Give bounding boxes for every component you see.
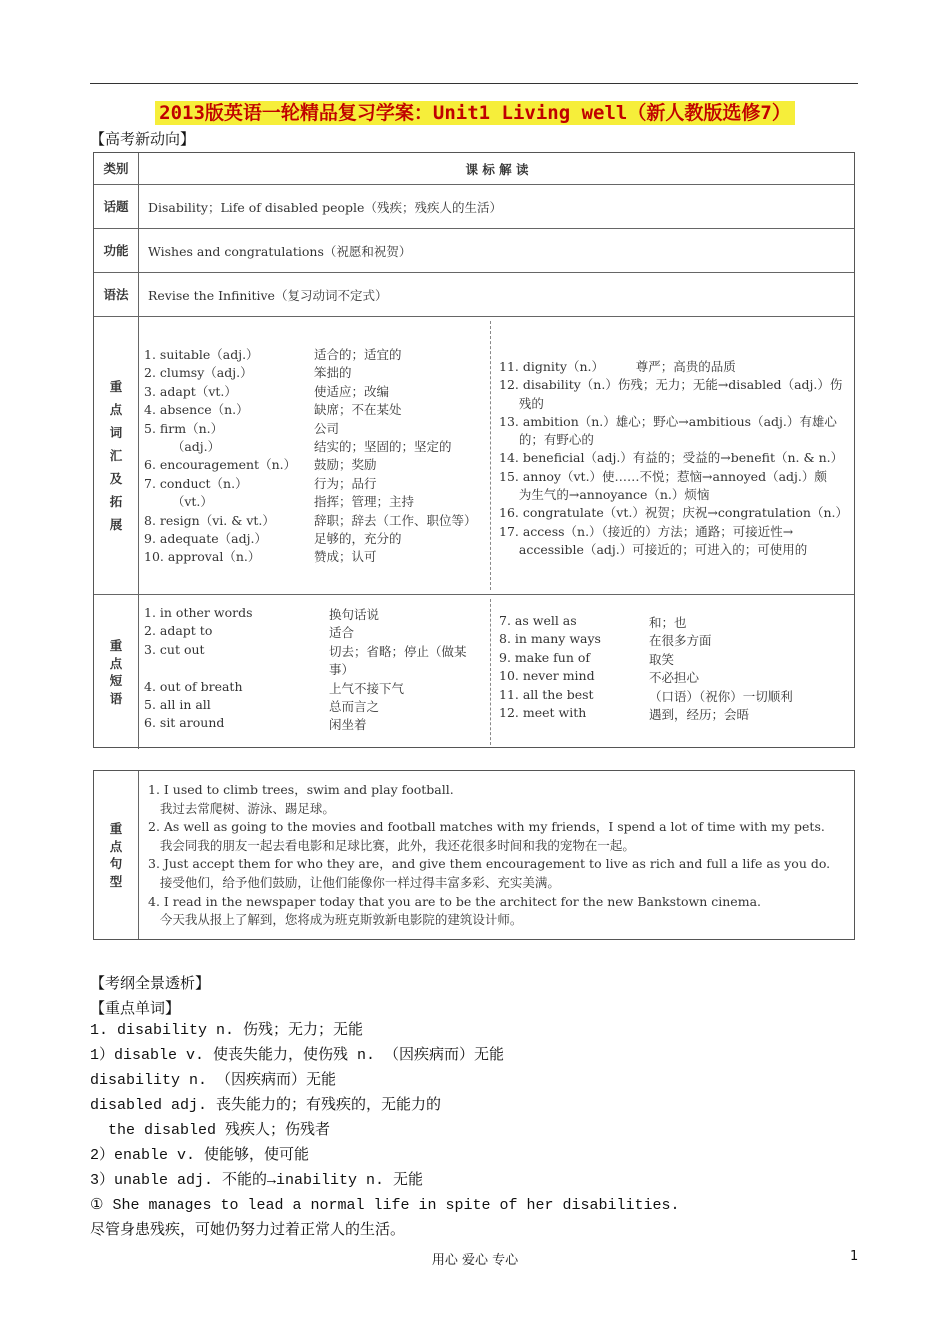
item-english: 2. adapt to <box>144 623 213 639</box>
sentence-list <box>148 781 846 930</box>
column-divider <box>490 321 491 590</box>
list-item: 13. ambition（n.）雄心；野心→ambitious（adj.）有雄心 <box>499 413 837 429</box>
list-item: 残的 <box>499 395 544 411</box>
list-item <box>144 623 484 641</box>
item-english: 10. never mind <box>499 668 595 684</box>
item-chinese: （口语）（祝你）一切顺利 <box>649 688 793 704</box>
body-line: ① She manages to lead a normal life in spite of her disabilities. <box>90 1197 680 1214</box>
sentence-english: 3. Just accept them for who they are，and give them encouragement to live as rich and full a life as you do. <box>148 856 831 872</box>
row-text: Disability；Life of disabled people（残疾；残疾人的生活） <box>148 199 502 215</box>
list-item <box>499 668 851 686</box>
item-chinese: 缺席；不在某处 <box>314 402 402 418</box>
body-line: the disabled 残疾人；伤残者 <box>90 1122 331 1139</box>
list-item: 16. congratulate（vt.）祝贺；庆祝→congratulation（n.） <box>499 505 848 521</box>
item-english: 5. firm（n.） <box>144 420 224 436</box>
list-item <box>144 492 484 510</box>
item-english: 12. meet with <box>499 704 587 720</box>
item-english: 10. approval（n.） <box>144 549 261 565</box>
list-item: 15. annoy（vt.）使……不悦；惹恼→annoyed（adj.）颇 <box>499 468 827 484</box>
row-text: Wishes and congratulations（祝愿和祝贺） <box>148 243 412 259</box>
list-item <box>144 547 484 565</box>
table-row-phrases <box>94 595 854 749</box>
body-line: 尽管身患残疾，可她仍努力过着正常人的生活。 <box>90 1222 406 1239</box>
item-chinese: 赞成；认可 <box>314 549 377 565</box>
page-footer: 用心 爱心 专心 <box>431 1253 519 1268</box>
item-english: 8. in many ways <box>499 631 601 647</box>
table-row-topic <box>94 185 854 229</box>
list-item <box>499 705 851 723</box>
item-english: 3. cut out <box>144 641 205 657</box>
table-row-vocabulary <box>94 317 854 595</box>
column-divider <box>490 599 491 745</box>
row-category: 重 点 句 型 <box>94 771 139 939</box>
item-english: 1. in other words <box>144 605 253 620</box>
item-chinese: 切去；省略；停止（做某 <box>329 643 467 659</box>
list-item <box>144 363 484 381</box>
page-number: 1 <box>850 1249 859 1264</box>
item-chinese: 不必担心 <box>649 670 700 686</box>
sentence-english: 4. I read in the newspaper today that you are to be the architect for the new Bankstown cinema. <box>148 893 761 909</box>
item-chinese: 行为；品行 <box>314 475 377 491</box>
header-category: 类别 <box>94 153 139 184</box>
list-item: 为生气的→annoyance（n.）烦恼 <box>499 487 710 503</box>
vocab-right-list <box>499 357 851 558</box>
item-english: 5. all in all <box>144 696 211 712</box>
list-item <box>144 715 484 733</box>
list-item <box>144 605 484 623</box>
row-category: 语法 <box>94 273 139 316</box>
list-item <box>144 529 484 547</box>
sentence-english: 2. As well as going to the movies and football matches with my friends，I spend a lot of time with my pets. <box>148 819 825 835</box>
item-english: 8. resign（vi. & vt.） <box>144 512 275 528</box>
sentence-chinese: 我过去常爬树、游泳、踢足球。 <box>148 800 335 816</box>
vocab-left-list <box>144 345 484 566</box>
item-chinese: 适合 <box>329 625 355 641</box>
item-english: 7. conduct（n.） <box>144 475 248 491</box>
row-category: 话题 <box>94 185 139 228</box>
item-chinese: 总而言之 <box>329 698 380 714</box>
item-english: 9. make fun of <box>499 649 591 665</box>
item-english: 6. encouragement（n.） <box>144 457 297 473</box>
item-chinese: 辞职；辞去（工作、职位等） <box>314 512 477 528</box>
table-row-function <box>94 229 854 273</box>
section-heading-analysis: 【考纲全景透析】 <box>90 974 211 992</box>
list-item <box>144 437 484 455</box>
row-category: 功能 <box>94 229 139 272</box>
row-category: 重 点 短 语 <box>94 595 139 749</box>
item-chinese: 和；也 <box>649 615 687 630</box>
curriculum-table <box>93 152 855 748</box>
item-english: 3. adapt（vt.） <box>144 383 237 399</box>
list-item <box>144 419 484 437</box>
list-item <box>499 687 851 705</box>
item-english: 6. sit around <box>144 715 225 731</box>
item-chinese: 使适应；改编 <box>314 383 390 399</box>
phrase-right-list <box>499 613 851 723</box>
item-chinese: 事） <box>329 662 355 678</box>
item-chinese: 上气不接下气 <box>329 680 405 696</box>
list-item <box>144 697 484 715</box>
item-chinese: 公司 <box>314 420 340 436</box>
item-chinese: 足够的，充分的 <box>314 530 402 546</box>
sentence-english: 1. I used to climb trees，swim and play football. <box>148 782 454 797</box>
list-item <box>499 613 851 631</box>
item-chinese: 指挥；管理；主持 <box>314 494 415 510</box>
item-english: 1. suitable（adj.） <box>144 347 259 362</box>
item-chinese: 闲坐着 <box>329 717 367 733</box>
top-rule <box>90 83 858 84</box>
item-chinese: 遇到，经历；会晤 <box>649 706 750 722</box>
list-item <box>144 679 484 697</box>
item-chinese: 换句话说 <box>329 607 380 622</box>
list-item <box>144 455 484 473</box>
document-title: 2013版英语一轮精品复习学案：Unit1 Living well（新人教版选修7） <box>0 98 950 125</box>
list-item <box>144 642 484 660</box>
header-interpretation: 课 标 解 读 <box>465 161 529 177</box>
list-item: 11. dignity（n.） 尊严；高贵的品质 <box>499 359 736 374</box>
list-item <box>499 631 851 649</box>
list-item: 的；有野心的 <box>499 432 594 448</box>
item-chinese: 取笑 <box>649 651 675 667</box>
sentence-chinese: 接受他们，给予他们鼓励，让他们能像你一样过得丰富多彩、充实美满。 <box>148 874 560 890</box>
list-item: accessible（adj.）可接近的；可进入的；可使用的 <box>499 541 808 557</box>
list-item <box>144 511 484 529</box>
list-item: 17. access（n.）（接近的）方法；通路；可接近性→ <box>499 523 794 539</box>
sentence-patterns-table <box>93 770 855 940</box>
item-english: 11. all the best <box>499 686 594 702</box>
item-english: （adj.） <box>144 438 221 454</box>
sentence-chinese: 我会同我的朋友一起去看电影和足球比赛，此外，我还花很多时间和我的宠物在一起。 <box>148 837 635 853</box>
list-item: 14. beneficial（adj.）有益的；受益的→benefit（n. & n.） <box>499 450 844 466</box>
row-category: 重 点 词 汇 及 拓 展 <box>94 317 139 594</box>
item-chinese: 笨拙的 <box>314 365 352 381</box>
body-line: disabled adj. 丧失能力的；有残疾的，无能力的 <box>90 1097 442 1114</box>
section-heading-keywords: 【重点单词】 <box>90 999 181 1017</box>
phrase-left-list <box>144 605 484 734</box>
table-row-grammar <box>94 273 854 317</box>
item-english: 7. as well as <box>499 613 577 628</box>
row-text: Revise the Infinitive（复习动词不定式） <box>148 287 388 303</box>
sentence-chinese: 今天我从报上了解到，您将成为班克斯敦新电影院的建筑设计师。 <box>148 912 523 928</box>
item-chinese: 鼓励；奖励 <box>314 457 377 473</box>
item-chinese: 在很多方面 <box>649 633 712 649</box>
list-item <box>144 660 484 678</box>
table-header-row <box>94 153 854 185</box>
item-english: 4. out of breath <box>144 678 243 694</box>
list-item <box>144 345 484 363</box>
section-heading-trends: 【高考新动向】 <box>90 130 196 148</box>
item-chinese: 结实的；坚固的；坚定的 <box>314 438 452 454</box>
body-line: 1. disability n. 伤残；无力；无能 <box>90 1022 364 1039</box>
list-item <box>144 400 484 418</box>
list-item <box>144 382 484 400</box>
body-line: 2）enable v. 使能够，使可能 <box>90 1147 310 1164</box>
list-item <box>144 474 484 492</box>
item-english: 9. adequate（adj.） <box>144 530 267 546</box>
item-english: （vt.） <box>144 494 213 510</box>
list-item: 12. disability（n.）伤残；无力；无能→disabled（adj.）伤 <box>499 377 843 393</box>
item-english: 4. absence（n.） <box>144 402 249 418</box>
body-line: 3）unable adj. 不能的→inability n. 无能 <box>90 1172 424 1189</box>
body-line: disability n. （因疾病而）无能 <box>90 1072 337 1089</box>
item-chinese: 适合的；适宜的 <box>314 347 402 362</box>
item-english: 2. clumsy（adj.） <box>144 365 253 381</box>
body-line: 1）disable v. 使丧失能力，使伤残 n. （因疾病而）无能 <box>90 1047 505 1064</box>
list-item <box>499 650 851 668</box>
body-text <box>90 1018 860 1243</box>
